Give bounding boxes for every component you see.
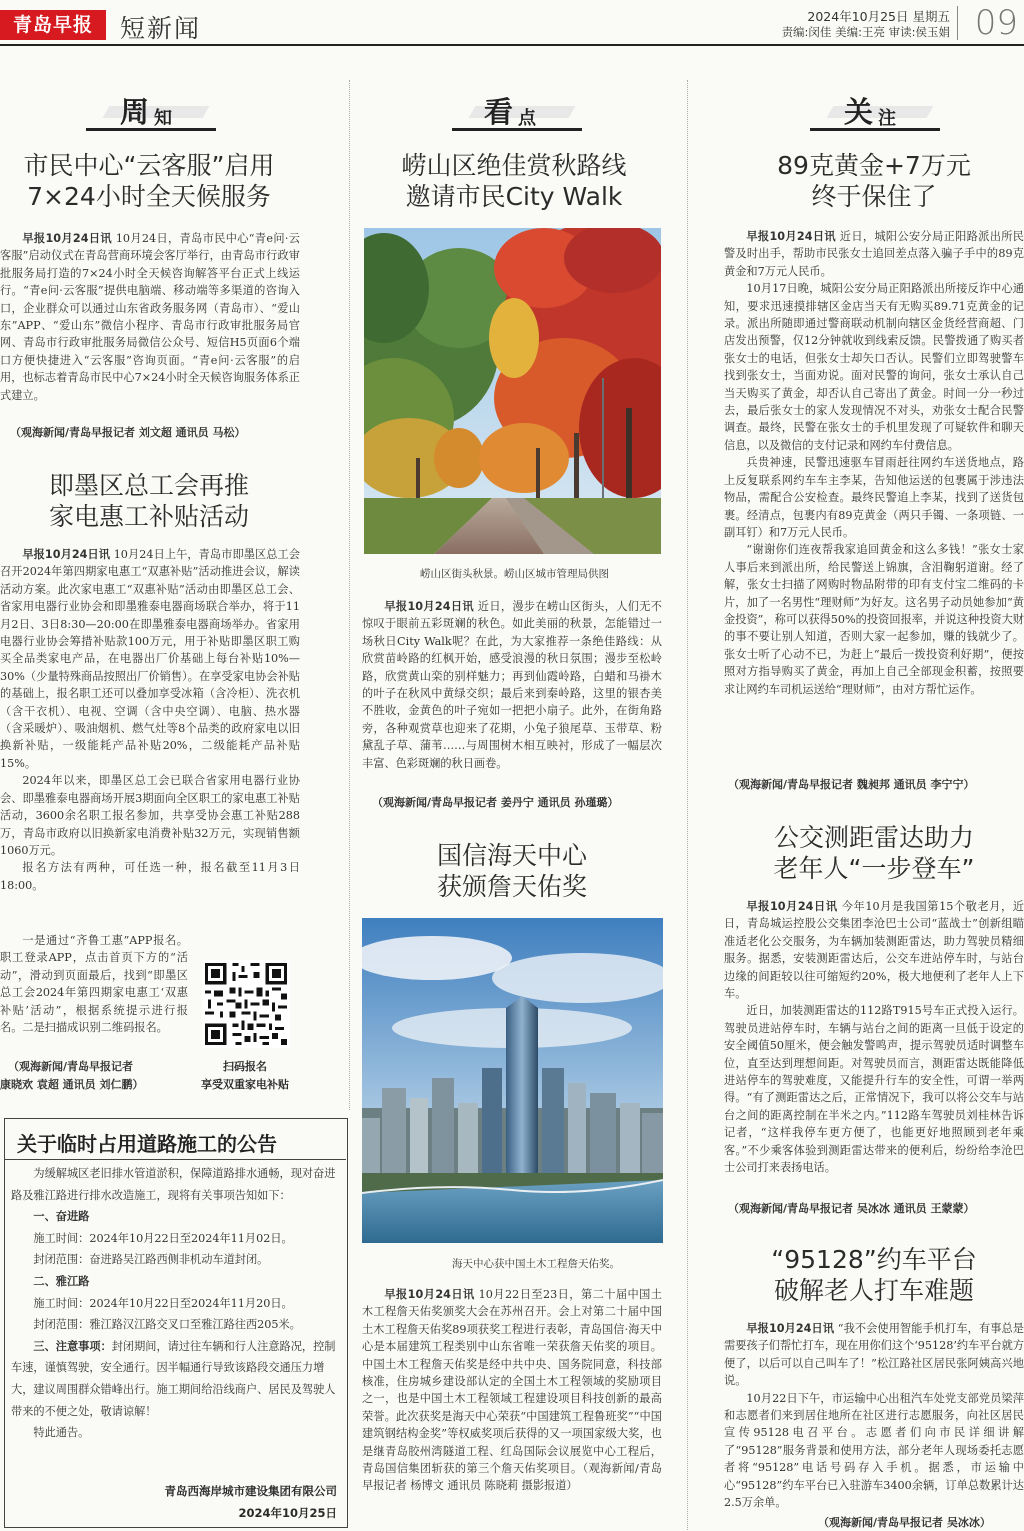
photo-caption: 海天中心获中国土木工程詹天佑奖。 [452, 1258, 620, 1270]
autumn-street-photo [364, 228, 661, 554]
headline-line: 公交测距雷达助力 [773, 823, 974, 852]
headline-bus-radar [724, 822, 1024, 884]
headline-jimo-union [4, 470, 294, 532]
article-text: 近日，漫步在崂山区街头，人们无不惊叹于眼前五彩斑斓的秋色。如此美丽的秋景，怎能错过一场秋日City Walk呢？在此，为大家推荐一条绝佳路线：从欣赏苗岭路的红枫开始，感受浪漫的秋日氛围；漫步至松岭路，欣赏黄山栾的别样魅力；再到仙霞岭路，白蜡和马褂木的叶子在秋风中黄绿交织；最后来到秦岭路，这里的银杏美不胜收，金黄色的叶子宛如一把把小扇子。此外，在街角路旁，各种观赏草也迎来了花期，小兔子狼尾草、玉带草、粉黛乱子草、蒲苇……与周围树木相互映衬，形成了一幅层次丰富、色彩斑斓的秋日画卷。 [362, 600, 662, 770]
notice-paragraph: 特此通告。 [33, 1426, 90, 1440]
section-header-zhouzhi [86, 90, 216, 130]
article-body [0, 546, 300, 894]
article-lead: 早报10月24日讯 [22, 548, 111, 561]
article-paragraph: 一是通过“齐鲁工惠”APP报名。职工登录APP，点击首页下方的“活动”，滑动到页面最后，找到“即墨区总工会2024年第四期家电惠工‘双惠补贴’活动”，根据系统提示进行报名。二是扫描成识别二维码报名。 [0, 934, 188, 1035]
article-lead: 早报10月24日讯 [746, 900, 838, 913]
qr-caption: 扫码报名 [223, 1060, 267, 1073]
notice-title: 关于临时占用道路施工的公告 [17, 1132, 277, 1156]
headline-line: 7×24小时全天候服务 [27, 182, 271, 211]
byline: （观海新闻/青岛早报记者 吴冰冰 通讯员 王蒙蒙） [728, 1202, 975, 1215]
headline-line: 破解老人打车难题 [773, 1276, 974, 1305]
article-body [724, 228, 1024, 698]
notice-heading: 一、奋进路 [33, 1210, 90, 1224]
road-construction-notice [4, 1118, 348, 1528]
article-lead: 早报10月24日讯 [384, 1288, 475, 1301]
editor-credits: 责编:闵佳 美编:王亮 审读:侯玉娟 [781, 25, 950, 39]
section-header-char: 点 [518, 108, 536, 129]
article-lead: 早报10月24日讯 [384, 600, 474, 613]
notice-signer: 青岛西海岸城市建设集团有限公司 [164, 1484, 337, 1498]
byline: （观海新闻/青岛早报记者 [8, 1060, 134, 1073]
article-body [362, 598, 662, 772]
article-paragraph: 近日，加装测距雷达的112路T915号车正式投入运行。驾驶员进站停车时，车辆与站台之间的距离一旦低于设定的安全阈值50厘米，便会触发警鸣声，提示驾驶员适时调整车位，直至达到理想间距。对驾驶员而言，测距雷达既能降低进站停车的驾驶难度，又能提升行车的安全性，可谓一举两得。“有了测距雷达之后，正常情况下，我可以将公交车与站台之间的距离控制在半米之内。”112路车驾驶员刘桂林告诉记者，“这样我停车更方便了，也能更好地照顾到老年乘客。”不少乘客体验到测距雷达带来的便利后，纷纷给李沧巴士公司打来表扬电话。 [724, 1004, 1024, 1175]
article-body [362, 1286, 662, 1495]
notice-heading: 三、注意事项： [33, 1339, 112, 1353]
article-paragraph: 报名方法有两种，可任选一种，报名截至11月3日18:00。 [0, 861, 300, 892]
notice-heading: 二、雅江路 [33, 1274, 90, 1288]
section-header-char: 注 [878, 108, 896, 129]
photo-caption: 崂山区街头秋景。崂山区城市管理局供图 [420, 568, 609, 580]
headline-95128-taxi [724, 1244, 1024, 1306]
headline-line: 市民中心“云客服”启用 [23, 151, 275, 180]
section-header-char: 关 [844, 95, 874, 129]
byline: （观海新闻/青岛早报记者 姜丹宁 通讯员 孙瑾璐） [372, 796, 619, 809]
headline-line: 国信海天中心 [436, 841, 587, 870]
headline-line: 邀请市民City Walk [405, 182, 623, 211]
notice-paragraph: 施工时间：2024年10月22日至2024年11月02日。 [33, 1231, 293, 1245]
article-body [0, 932, 188, 1036]
byline: 康晓欢 袁超 通讯员 刘仁鹏） [0, 1078, 144, 1091]
issue-date: 2024年10月25日 星期五 [807, 9, 950, 24]
article-body [724, 1320, 1024, 1511]
section-header-underline [810, 128, 940, 131]
headline-line: 老年人“一步登车” [773, 854, 975, 883]
article-text: 10月24日，青岛市民中心“青e问·云客服”启动仪式在青岛营商环境会客厅举行，由青岛市行政审批服务局打造的7×24小时全天候咨询解答平台正式上线运行。“青e问·云客服”提供电脑端、移动端等多渠道的咨询入口，企业群众可以通过山东省政务服务网（青岛市）、“爱山东”APP、“爱山东”微信小程序、青岛市行政审批服务局官网、青岛市行政审批服务局微信公众号、短信H5页面6个端口方便快捷进入“云客服”咨询页面。“青e问·云客服”的启用，也标志着青岛市民中心7×24小时全天候咨询服务体系正式建立。 [0, 232, 300, 402]
headline-line: 崂山区绝佳赏秋路线 [401, 151, 627, 180]
article-text: 10月24日上午，青岛市即墨区总工会召开2024年第四期家电惠工“双惠补贴”活动推进会议，解读活动方案。此次家电惠工“双惠补贴”活动由即墨区总工会、省家用电器行业协会和即墨雅泰电器商场联合举办，将于11月2日、3日8:30—20:00在即墨雅泰电器商场举办。省家用电器行业协会筹措补贴款100万元，用于补贴即墨区职工购买全品类家电产品，在电器出厂价基础上每台补贴10%—30%（少量特殊商品按照出厂价销售）。在享受家电协会补贴的基础上，报名职工还可以叠加享受冰箱（含冷柜）、洗衣机（含干衣机）、电视、空调（含中央空调）、电脑、热水器（含采暖炉）、吸油烟机、燃气灶等8个品类的政府家电以旧换新补贴，一级能耗产品补贴20%，二级能耗产品补贴15%。 [0, 548, 300, 770]
headline-haitian-center [364, 840, 660, 902]
article-paragraph: 2024年以来，即墨区总工会已联合省家用电器行业协会、即墨雅泰电器商场开展3期面向全区职工的家电惠工补贴活动，3600余名职工报名参加，共享受协会惠工补贴288万，青岛市政府以旧换新家电消费补贴32万元，实现销售额1060万元。 [0, 774, 300, 857]
headline-laoshan-walk [364, 150, 664, 212]
masthead [0, 0, 1024, 46]
city-skyline-photo [362, 918, 663, 1243]
section-header-char: 周 [120, 95, 150, 129]
article-body [724, 898, 1024, 1177]
newspaper-logo: 青岛早报 [0, 10, 106, 40]
headline-line: 即墨区总工会再推 [48, 471, 249, 500]
headline-line: 终于保住了 [811, 182, 937, 211]
article-lead: 早报10月24日讯 [22, 232, 112, 245]
article-body [0, 230, 300, 404]
article-paragraph: “谢谢你们连夜帮我家追回黄金和这么多钱！”张女士家人事后来到派出所，给民警送上锦旗，含泪鞠躬道谢。经了解，张女士扫描了网购时物品附带的印有支付宝二维码的卡片，加了一名男性“理财师”为好友。这名男子动员她参加“黄金投资”，称可以获得50%的投资回报率，并说这种投资大财的事不要让别人知道，否则大家一起参加，赚的钱就少了。张女士听了心动不已，为赶上“最后一拨投资利好期”，便按照对方指导购买了黄金，再加上自己全部现金积蓄，按照要求让网约车司机运送给“理财师”，由对方帮忙运作。 [724, 543, 1024, 696]
headline-line: 获颁詹天佑奖 [436, 872, 587, 901]
article-text: 10月22日至23日，第二十届中国土木工程詹天佑奖颁奖大会在苏州召开。会上对第二十届中国土木工程詹天佑奖89项获奖工程进行表彰，青岛国信·海天中心是本届建筑工程类别中山东省唯一荣获詹天佑奖的项目。中国土木工程詹天佑奖是经中共中央、国务院同意，科技部核准，住房城乡建设部认定的全国土木工程领域的奖励项目之一，也是中国土木工程领域工程建设项目科技创新的最高荣誉。此次获奖是海天中心荣获“中国建筑工程鲁班奖”“中国建筑钢结构金奖”等权威奖项后获得的又一项国家级大奖，也是继青岛胶州湾隧道工程、红岛国际会议展览中心工程后，青岛国信集团斩获的第三个詹天佑奖项目。（观海新闻/青岛早报记者 杨博文 通讯员 陈晓莉 摄影报道） [362, 1288, 662, 1493]
article-paragraph: 兵贵神速，民警迅速驱车冒雨赶往网约车送货地点，路上反复联系网约车车主李某，告知他运送的包裹属于涉违法物品，需配合公安检查。最终民警追上李某，找到了送货包裹。经清点，包裹内有89克黄金（两只手镯、一条项链、一副耳钉）和7万元人民币。 [724, 456, 1024, 539]
headline-gold-saved [724, 150, 1024, 212]
byline: （观海新闻/青岛早报记者 魏昶邦 通讯员 李宁宁） [728, 778, 975, 791]
section-header-underline [86, 128, 216, 131]
article-text: 近日，城阳公安分局正阳路派出所民警及时出手，帮助市民张女士追回差点落入骗子手中的89克黄金和7万元人民币。 [724, 230, 1024, 278]
article-paragraph: 10月22日下午，市运输中心出租汽车处党支部党员梁萍和志愿者们来到居住地所在社区进行志愿服务，向社区居民宣传95128电召平台。志愿者们向市民详细讲解了“95128”服务背景和使用方法，部分老年人现场委托志愿者将“95128”电话号码存入手机。据悉，市运输中心“95128”约车平台已入驻游车3400余辆，订单总数累计达2.5万余单。 [724, 1391, 1024, 1510]
article-lead: 早报10月24日讯 [746, 230, 836, 243]
notice-paragraph: 封闭范围：雅江路汉江路交叉口至雅江路往西205米。 [33, 1318, 301, 1332]
headline-cloud-service [4, 150, 294, 212]
section-header-guanzhu [810, 90, 940, 130]
page-number-divider [957, 6, 958, 40]
headline-line: “95128”约车平台 [771, 1245, 977, 1274]
section-name: 短新闻 [120, 14, 202, 43]
section-header-char: 知 [154, 108, 172, 129]
byline: （观海新闻/青岛早报记者 刘文超 通讯员 马松） [10, 426, 246, 439]
notice-paragraph: 施工时间：2024年10月22日至2024年11月20日。 [33, 1296, 293, 1310]
column-divider [349, 80, 350, 1110]
section-header-kandian [452, 90, 582, 130]
headline-line: 89克黄金+7万元 [777, 151, 971, 180]
column-divider [687, 80, 688, 1530]
article-paragraph: 10月17日晚，城阳公安分局正阳路派出所接反诈中心通知，要求迅速摸排辖区金店当天有无购买89.71克黄金的记录。派出所随即通过警商联动机制向辖区金货经营商超、门店发出预警，仅12分钟就收到线索反馈。民警拨通了购买者张女士的电话，但张女士却矢口否认。民警们立即驾驶警车找到张女士，当面劝说。面对民警的询问，张女士承认自己当天购买了黄金，却否认自己寄出了黄金。时间一分一秒过去，最后张女士的家人发现情况不对头，劝张女士配合民警调查。最终，民警在张女士的手机里发现了可疑软件和聊天信息，以及微信的支付记录和网约车付费信息。 [724, 282, 1024, 452]
article-lead: 早报10月24日讯 [746, 1322, 835, 1335]
qr-caption: 享受双重家电补贴 [201, 1078, 289, 1091]
notice-divider [5, 1159, 346, 1160]
section-header-underline [452, 128, 582, 131]
qr-code-icon[interactable] [202, 960, 290, 1048]
byline: （观海新闻/青岛早报记者 吴冰冰） [818, 1516, 991, 1529]
notice-body [11, 1163, 341, 1444]
notice-paragraph: 为缓解城区老旧排水管道淤积，保障道路排水通畅，现对奋进路及雅江路进行排水改造施工，现将有关事项告知如下： [11, 1167, 336, 1202]
headline-line: 家电惠工补贴活动 [48, 502, 249, 531]
section-header-char: 看 [484, 95, 514, 129]
article-text: “我不会使用智能手机打车，有事总是需要孩子们帮忙打车，现在用你们这个‘95128’约车平台就方便了，以后可以自己叫车了！”松江路社区居民张阿姨高兴地说。 [724, 1322, 1024, 1388]
page-number: 09 [974, 3, 1018, 43]
article-text: 今年10月是我国第15个敬老月，近日，青岛城运控股公交集团李沧巴士公司“蓝战士”创新组瞄准适老化公交服务，为车辆加装测距雷达，助力驾驶员精细服务。据悉，安装测距雷达后，公交车进站停车时，与站台边缘的间距较以往可缩短约20%，极大地便利了老年人上下车。 [724, 900, 1024, 1001]
notice-date: 2024年10月25日 [238, 1506, 337, 1520]
notice-text: 封闭期间，请过往车辆和行人注意路况，控制车速，谨慎驾驶，安全通行。因半幅通行导致该路段交通压力增大，建议周围群众错峰出行。施工期间给沿线商户、居民及驾驶人带来的不便之处，敬请谅解！ [11, 1339, 336, 1418]
notice-paragraph: 封闭范围：奋进路吴江路西侧非机动车道封闭。 [33, 1253, 269, 1267]
